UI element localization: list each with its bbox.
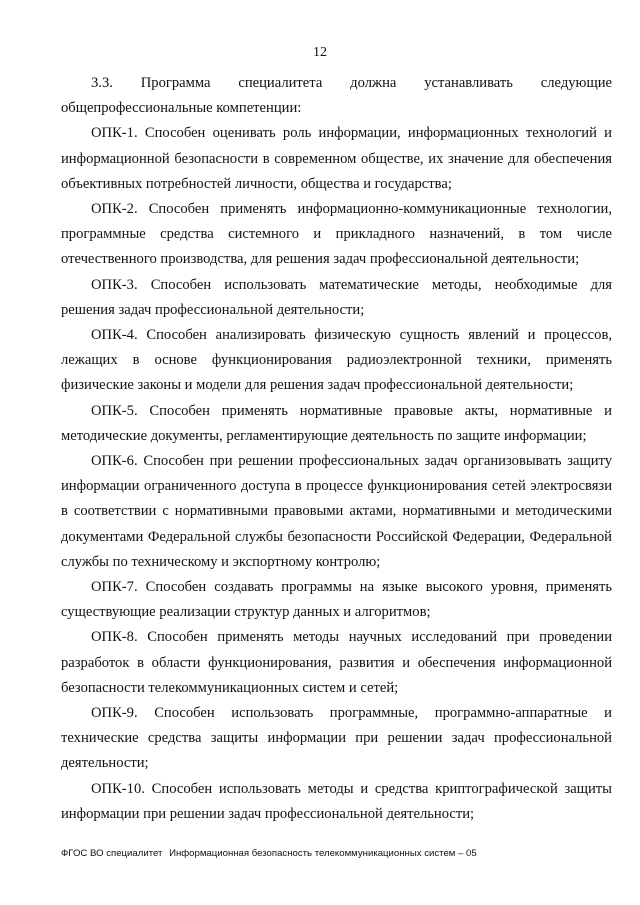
paragraph-opk-4: ОПК-4. Способен анализировать физическую сущность явлений и процессов, лежащих в основе функционирования радиоэлектронной техники, применять физические законы и модели для решения задач профессиональной деятельности; — [61, 327, 612, 394]
document-body — [61, 71, 612, 827]
paragraph-opk-9: ОПК-9. Способен использовать программные, программно-аппаратные и технические средства защиты информации при решении задач профессиональной деятельности; — [61, 705, 612, 772]
footer-title: Информационная безопасность телекоммуникационных систем – 05 — [169, 848, 477, 859]
paragraph-opk-3: ОПК-3. Способен использовать математические методы, необходимые для решения задач профессиональной деятельности; — [61, 276, 612, 318]
page-footer — [61, 848, 477, 860]
paragraph-opk-2: ОПК-2. Способен применять информационно-коммуникационные технологии, программные средства системного и прикладного назначений, в том числе отечественного производства, для решения задач профессиональной деятельности; — [61, 201, 612, 268]
paragraph-opk-10: ОПК-10. Способен использовать методы и средства криптографической защиты информации при решении задач профессиональной деятельности; — [61, 780, 612, 822]
paragraph-opk-7: ОПК-7. Способен создавать программы на языке высокого уровня, применять существующие реализации структур данных и алгоритмов; — [61, 579, 612, 621]
paragraph-opk-8: ОПК-8. Способен применять методы научных исследований при проведении разработок в области функционирования, развития и обеспечения информационной безопасности телекоммуникационных систем и сетей; — [61, 629, 612, 696]
paragraph-opk-6: ОПК-6. Способен при решении профессиональных задач организовывать защиту информации ограниченного доступа в процессе функционирования сетей электросвязи в соответствии с нормативными правовыми актами, нормативными и методическими документами Федеральной службы безопасности Российской Федерации, Федеральной службы по техническому и экспортному контролю; — [61, 453, 612, 570]
footer-standard: ФГОС ВО специалитет — [61, 848, 163, 859]
page-number: 12 — [313, 45, 327, 60]
paragraph-opk-5: ОПК-5. Способен применять нормативные правовые акты, нормативные и методические документы, регламентирующие деятельность по защите информации; — [61, 402, 612, 444]
paragraph-opk-1: ОПК-1. Способен оценивать роль информации, информационных технологий и информационной безопасности в современном обществе, их значение для обеспечения объективных потребностей личности, общества и государства; — [61, 125, 612, 192]
paragraph-intro: 3.3. Программа специалитета должна устанавливать следующие общепрофессиональные компетенции: — [61, 75, 612, 117]
